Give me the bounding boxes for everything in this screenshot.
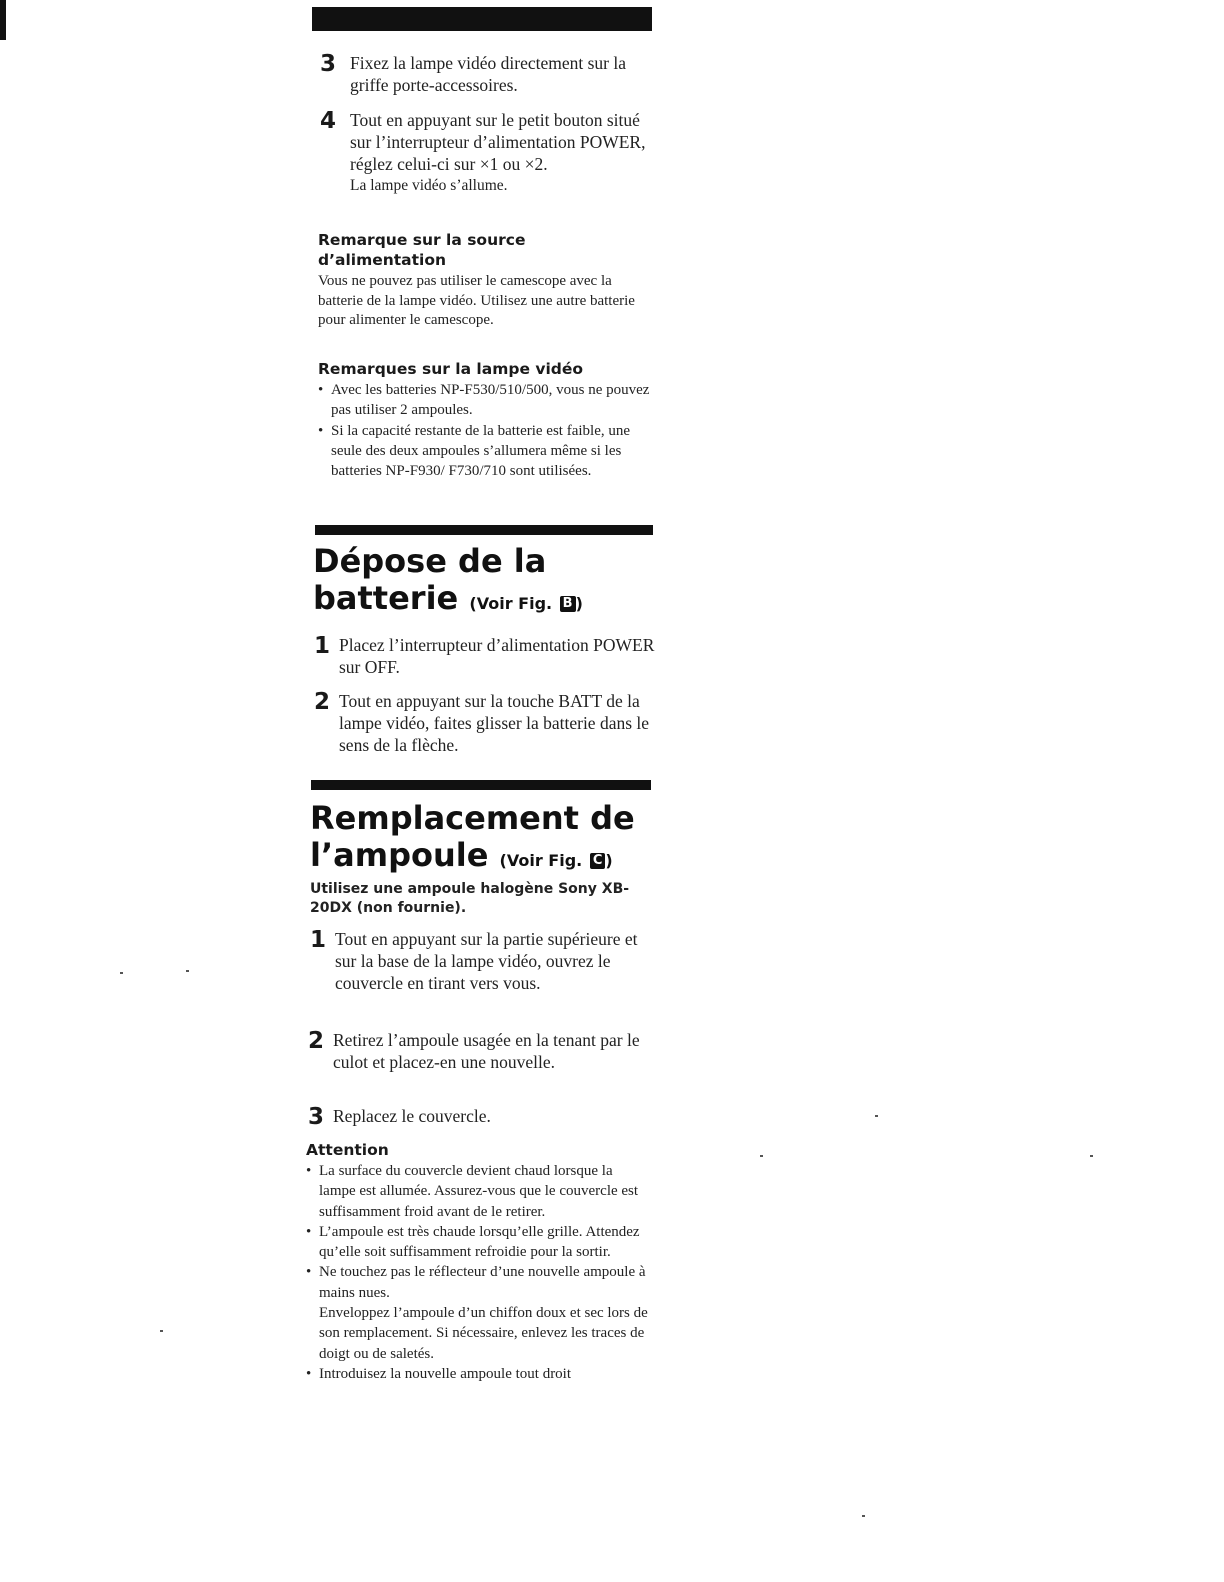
step-subtext: La lampe vidéo s’allume. (350, 177, 508, 194)
note-power-title: Remarque sur la source d’alimentation (318, 231, 526, 269)
section-divider (315, 525, 653, 535)
step-text: Tout en appuyant sur la partie supérieure et sur la base de la lampe vidéo, ouvrez le couvercle en tirant vers vous. (335, 929, 638, 993)
figure-reference: (Voir Fig. C ) (499, 851, 613, 870)
list-item: • Introduisez la nouvelle ampoule tout droit (306, 1364, 651, 1384)
list-item: • Ne touchez pas le réflecteur d’une nouvelle ampoule à mains nues. Enveloppez l’ampoule d’un chiffon doux et sec lors de son remplacement. Si nécessaire, enlevez les traces de doigt ou de saletés. (306, 1262, 651, 1363)
section-title-bulb (310, 800, 655, 879)
step-number: 3 (308, 1104, 325, 1130)
section-divider (311, 780, 651, 790)
step-3-attach (320, 52, 665, 96)
step-number: 3 (320, 51, 337, 77)
step-2-release (314, 690, 659, 756)
list-item-extra: Enveloppez l’ampoule d’un chiffon doux et sec lors de son remplacement. Si nécessaire, enlevez les traces de doigt ou de saletés. (319, 1305, 648, 1362)
scan-speck (875, 1115, 878, 1117)
step-text: Placez l’interrupteur d’alimentation POWER sur OFF. (339, 635, 655, 677)
step-text: Retirez l’ampoule usagée en la tenant par le culot et placez-en une nouvelle. (333, 1030, 640, 1072)
bulb-intro: Utilisez une ampoule halogène Sony XB-20DX (non fournie). (310, 881, 630, 916)
scan-speck (1090, 1155, 1093, 1157)
note-lamp-list (318, 380, 658, 481)
list-item: • L’ampoule est très chaude lorsqu’elle grille. Attendez qu’elle soit suffisamment refroidie pour la sortir. (306, 1222, 651, 1263)
scan-speck (760, 1155, 763, 1157)
list-item: • Si la capacité restante de la batterie est faible, une seule des deux ampoules s’allumera même si les batteries NP-F930/ F730/710 sont utilisées. (318, 421, 658, 482)
step-number: 1 (310, 927, 327, 953)
scan-speck (862, 1515, 865, 1517)
list-item: • Avec les batteries NP-F530/510/500, vous ne pouvez pas utiliser 2 ampoules. (318, 380, 658, 421)
step-text: Tout en appuyant sur le petit bouton situé sur l’interrupteur d’alimentation POWER, réglez celui-ci sur ×1 ou ×2. (350, 110, 646, 174)
heading-text-line2: l’ampoule (310, 836, 489, 874)
attention-list (306, 1161, 651, 1384)
step-text: Fixez la lampe vidéo directement sur la griffe porte-accessoires. (350, 53, 627, 95)
step-number: 2 (314, 689, 331, 715)
section-title-battery (313, 543, 613, 622)
step-1-off (314, 634, 659, 678)
figure-reference: (Voir Fig. B ) (469, 594, 583, 613)
note-lamp-title: Remarques sur la lampe vidéo (318, 360, 584, 378)
figure-badge: B (560, 596, 576, 612)
step-1-open (310, 928, 655, 994)
step-4-power (320, 109, 665, 197)
step-text: Replacez le couvercle. (333, 1106, 491, 1126)
page-edge-mark (0, 0, 6, 40)
scan-speck (186, 970, 189, 972)
heading-text: Dépose de la batterie (313, 542, 547, 617)
step-3-cover (308, 1105, 653, 1129)
step-text: Tout en appuyant sur la touche BATT de la lampe vidéo, faites glisser la batterie dans le sens de la flèche. (339, 691, 650, 755)
header-bar (312, 7, 652, 31)
step-number: 4 (320, 108, 337, 134)
step-2-replace (308, 1029, 653, 1073)
note-power-body: Vous ne pouvez pas utiliser le camescope avec la batterie de la lampe vidéo. Utilisez une autre batterie pour alimenter le camescope. (318, 273, 635, 328)
step-number: 2 (308, 1028, 325, 1054)
figure-badge: C (590, 853, 606, 869)
scan-speck (120, 972, 123, 974)
attention-title: Attention (306, 1141, 389, 1159)
list-item: • La surface du couvercle devient chaud lorsque la lampe est allumée. Assurez-vous que le couvercle est suffisamment froid avant de le retirer. (306, 1161, 651, 1222)
heading-text-line1: Remplacement de (310, 799, 635, 837)
step-number: 1 (314, 633, 331, 659)
scan-speck (160, 1330, 163, 1332)
